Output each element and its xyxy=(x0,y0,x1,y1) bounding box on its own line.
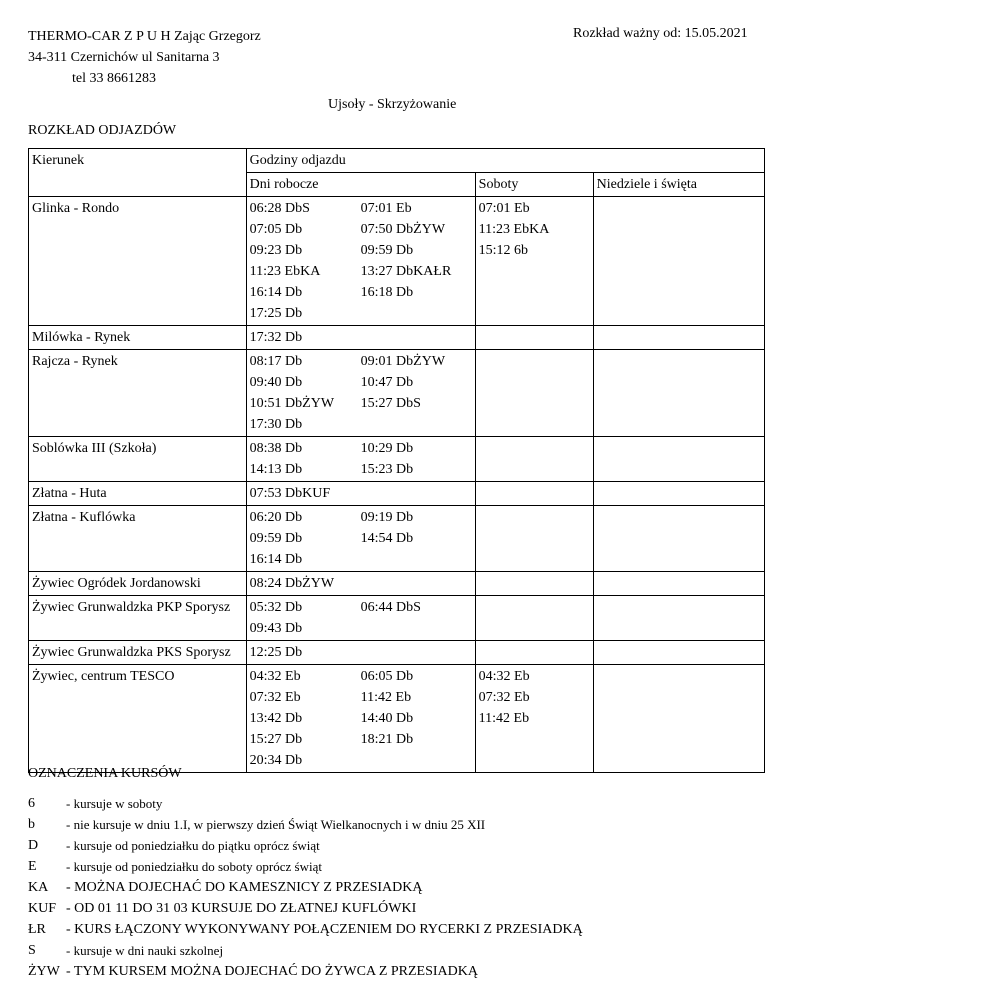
legend-code: KUF xyxy=(28,901,57,916)
workdays-cell xyxy=(246,437,475,482)
departure-time: 13:27 DbKAŁR xyxy=(360,264,452,279)
sundays-cell xyxy=(593,641,764,665)
departure-time: 08:24 DbŻYW xyxy=(249,576,335,591)
company-phone: tel 33 8661283 xyxy=(72,71,156,86)
direction-cell: Żywiec Grunwaldzka PKS Sporysz xyxy=(29,641,247,665)
direction-cell: Żywiec Ogródek Jordanowski xyxy=(29,572,247,596)
legend-description: - nie kursuje w dniu 1.I, w pierwszy dzień Świąt Wielkanocnych i w dniu 25 XII xyxy=(66,817,486,832)
legend-code: KA xyxy=(28,880,49,895)
departure-time: 07:53 DbKUF xyxy=(249,486,331,501)
saturdays-cell xyxy=(475,506,593,572)
sundays-cell xyxy=(593,572,764,596)
table-row xyxy=(29,665,765,773)
legend-title: OZNACZENIA KURSÓW xyxy=(28,766,182,781)
header-direction: Kierunek xyxy=(29,149,247,197)
saturdays-cell xyxy=(475,665,593,773)
direction-cell: Rajcza - Rynek xyxy=(29,350,247,437)
workdays-cell xyxy=(246,665,475,773)
saturdays-cell xyxy=(475,437,593,482)
departure-time: 04:32 Eb xyxy=(478,669,530,684)
table-row xyxy=(29,572,765,596)
direction-cell: Żywiec, centrum TESCO xyxy=(29,665,247,773)
departure-time: 13:42 Db xyxy=(249,711,303,726)
direction-cell: Milówka - Rynek xyxy=(29,326,247,350)
workdays-cell xyxy=(246,596,475,641)
header-saturdays: Soboty xyxy=(475,173,593,197)
sundays-cell xyxy=(593,197,764,326)
departure-time: 17:30 Db xyxy=(249,417,303,432)
sundays-cell xyxy=(593,326,764,350)
departure-time: 05:32 Db xyxy=(249,600,303,615)
legend-item xyxy=(28,835,583,856)
legend-item xyxy=(28,814,583,835)
sundays-cell xyxy=(593,596,764,641)
direction-cell: Żywiec Grunwaldzka PKP Sporysz xyxy=(29,596,247,641)
departure-time: 08:38 Db xyxy=(249,441,303,456)
departure-time: 16:18 Db xyxy=(360,285,414,300)
header-workdays: Dni robocze xyxy=(246,173,475,197)
direction-cell: Złatna - Kuflówka xyxy=(29,506,247,572)
legend-code: D xyxy=(28,838,39,853)
departure-time: 10:29 Db xyxy=(360,441,414,456)
departure-time: 14:13 Db xyxy=(249,462,303,477)
departure-time: 09:01 DbŻYW xyxy=(360,354,446,369)
workdays-cell xyxy=(246,506,475,572)
legend-description: - TYM KURSEM MOŻNA DOJECHAĆ DO ŻYWCA Z PRZESIADKĄ xyxy=(66,964,478,979)
departure-time: 11:23 EbKA xyxy=(249,264,321,279)
company-info xyxy=(28,26,261,89)
company-address: 34-311 Czernichów ul Sanitarna 3 xyxy=(28,50,220,65)
departure-time: 09:40 Db xyxy=(249,375,303,390)
departure-time: 15:23 Db xyxy=(360,462,414,477)
legend-description: - kursuje od poniedziałku do soboty oprócz świąt xyxy=(66,859,322,874)
workdays-cell xyxy=(246,482,475,506)
departure-time: 11:42 Eb xyxy=(360,690,412,705)
legend-item xyxy=(28,793,583,814)
sundays-cell xyxy=(593,350,764,437)
departure-time: 09:59 Db xyxy=(360,243,414,258)
departure-time: 17:32 Db xyxy=(249,330,303,345)
departure-time: 15:27 Db xyxy=(249,732,303,747)
valid-from: Rozkład ważny od: 15.05.2021 xyxy=(573,26,748,41)
stop-name: Ujsoły - Skrzyżowanie xyxy=(328,97,457,112)
departure-time: 07:01 Eb xyxy=(360,201,412,216)
departure-time: 09:19 Db xyxy=(360,510,414,525)
direction-cell: Glinka - Rondo xyxy=(29,197,247,326)
departure-time: 20:34 Db xyxy=(249,753,303,768)
departure-time: 16:14 Db xyxy=(249,552,303,567)
legend-description: - kursuje w dni nauki szkolnej xyxy=(66,943,224,958)
saturdays-cell xyxy=(475,641,593,665)
departure-time: 09:43 Db xyxy=(249,621,303,636)
legend-item xyxy=(28,940,583,961)
legend-description: - KURS ŁĄCZONY WYKONYWANY POŁĄCZENIEM DO RYCERKI Z PRZESIADKĄ xyxy=(66,922,583,937)
sundays-cell xyxy=(593,482,764,506)
departure-time: 09:59 Db xyxy=(249,531,303,546)
legend-description: - MOŻNA DOJECHAĆ DO KAMESZNICY Z PRZESIADKĄ xyxy=(66,880,423,895)
legend-item xyxy=(28,856,583,877)
departure-time: 06:20 Db xyxy=(249,510,303,525)
workdays-cell xyxy=(246,326,475,350)
departure-time: 06:28 DbS xyxy=(249,201,310,216)
departure-time: 10:51 DbŻYW xyxy=(249,396,335,411)
sundays-cell xyxy=(593,665,764,773)
departure-time: 11:23 EbKA xyxy=(478,222,550,237)
departure-time: 07:05 Db xyxy=(249,222,303,237)
legend-code: 6 xyxy=(28,796,35,811)
departure-time: 14:40 Db xyxy=(360,711,414,726)
departure-time: 07:50 DbŻYW xyxy=(360,222,446,237)
departure-time: 15:12 6b xyxy=(478,243,529,258)
header-sundays: Niedziele i święta xyxy=(593,173,764,197)
saturdays-cell xyxy=(475,326,593,350)
departure-time: 08:17 Db xyxy=(249,354,303,369)
legend-item xyxy=(28,877,583,898)
legend-item xyxy=(28,961,583,982)
section-title: ROZKŁAD ODJAZDÓW xyxy=(28,123,177,138)
table-row xyxy=(29,197,765,326)
timetable-body xyxy=(29,197,765,773)
departure-time: 09:23 Db xyxy=(249,243,303,258)
table-row xyxy=(29,641,765,665)
departure-time: 18:21 Db xyxy=(360,732,414,747)
workdays-cell xyxy=(246,197,475,326)
table-row xyxy=(29,350,765,437)
direction-cell: Soblówka III (Szkoła) xyxy=(29,437,247,482)
departure-time: 07:01 Eb xyxy=(478,201,530,216)
legend xyxy=(28,793,583,982)
departure-time: 12:25 Db xyxy=(249,645,303,660)
timetable xyxy=(28,148,765,773)
table-row xyxy=(29,482,765,506)
legend-item xyxy=(28,919,583,940)
departure-time: 07:32 Eb xyxy=(478,690,530,705)
departure-time: 07:32 Eb xyxy=(249,690,301,705)
header-departures: Godziny odjazdu xyxy=(246,149,764,173)
sundays-cell xyxy=(593,437,764,482)
saturdays-cell xyxy=(475,482,593,506)
workdays-cell xyxy=(246,350,475,437)
legend-item xyxy=(28,898,583,919)
legend-description: - kursuje w soboty xyxy=(66,796,163,811)
legend-code: S xyxy=(28,943,36,958)
legend-description: - OD 01 11 DO 31 03 KURSUJE DO ZŁATNEJ KUFLÓWKI xyxy=(66,901,417,916)
company-name: THERMO-CAR Z P U H Zając Grzegorz xyxy=(28,29,261,44)
direction-cell: Złatna - Huta xyxy=(29,482,247,506)
saturdays-cell xyxy=(475,572,593,596)
legend-code: ŁR xyxy=(28,922,46,937)
departure-time: 17:25 Db xyxy=(249,306,303,321)
table-row xyxy=(29,326,765,350)
workdays-cell xyxy=(246,641,475,665)
legend-code: b xyxy=(28,817,35,832)
departure-time: 10:47 Db xyxy=(360,375,414,390)
departure-time: 04:32 Eb xyxy=(249,669,301,684)
departure-time: 11:42 Eb xyxy=(478,711,530,726)
saturdays-cell xyxy=(475,596,593,641)
legend-description: - kursuje od poniedziałku do piątku oprócz świąt xyxy=(66,838,320,853)
departure-time: 14:54 Db xyxy=(360,531,414,546)
table-row xyxy=(29,596,765,641)
saturdays-cell xyxy=(475,350,593,437)
legend-code: ŻYW xyxy=(28,964,60,979)
saturdays-cell xyxy=(475,197,593,326)
sundays-cell xyxy=(593,506,764,572)
departure-time: 06:44 DbS xyxy=(360,600,421,615)
table-row xyxy=(29,437,765,482)
departure-time: 15:27 DbS xyxy=(360,396,421,411)
workdays-cell xyxy=(246,572,475,596)
legend-code: E xyxy=(28,859,37,874)
departure-time: 06:05 Db xyxy=(360,669,414,684)
table-row xyxy=(29,506,765,572)
departure-time: 16:14 Db xyxy=(249,285,303,300)
